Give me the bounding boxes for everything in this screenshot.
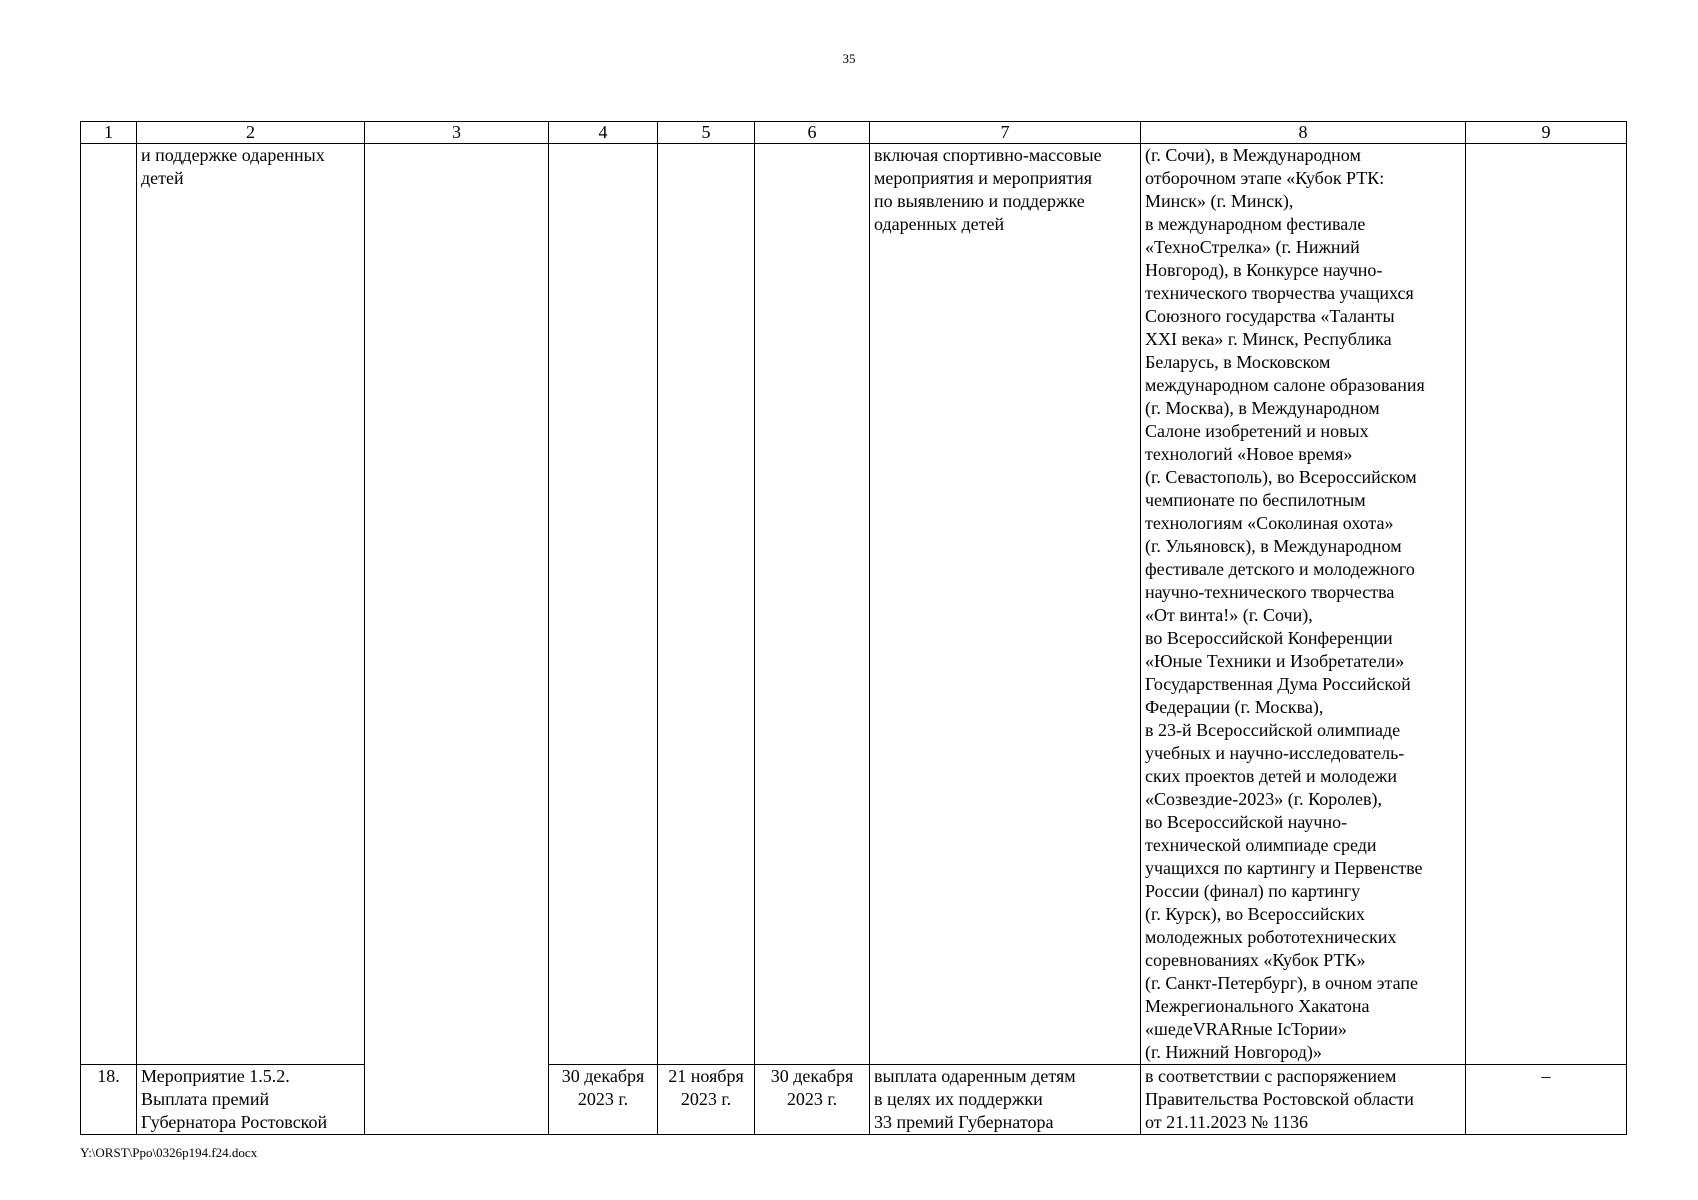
- column-number-3: 3: [365, 122, 549, 144]
- cell-number: 18.: [81, 1065, 137, 1135]
- column-number-4: 4: [549, 122, 658, 144]
- column-number-2: 2: [137, 122, 365, 144]
- cell-planned-result: выплата одаренным детям в целях их поддержки 33 премий Губернатора: [870, 1065, 1141, 1135]
- column-number-7: 7: [870, 122, 1141, 144]
- table-row-continued: [81, 144, 1627, 1065]
- cell-event-name: и поддержке одаренных детей: [137, 144, 365, 1065]
- cell-date-actual: 21 ноября 2023 г.: [658, 1065, 755, 1135]
- cell-responsible: [365, 144, 549, 1135]
- column-number-row: [81, 122, 1627, 144]
- cell-deviation: [1466, 144, 1627, 1065]
- column-number-5: 5: [658, 122, 755, 144]
- column-number-9: 9: [1466, 122, 1627, 144]
- page-number: 35: [842, 51, 856, 66]
- cell-date-actual: [658, 144, 755, 1065]
- cell-actual-result: в соответствии с распоряжением Правительства Ростовской области от 21.11.2023 № 1136: [1141, 1065, 1466, 1135]
- cell-date-end: [755, 144, 870, 1065]
- cell-date-planned: 30 декабря 2023 г.: [549, 1065, 658, 1135]
- table-row-18: [81, 1065, 1627, 1135]
- column-number-8: 8: [1141, 122, 1466, 144]
- column-number-6: 6: [755, 122, 870, 144]
- cell-deviation: –: [1466, 1065, 1627, 1135]
- cell-actual-result: (г. Сочи), в Международном отборочном этапе «Кубок РТК: Минск» (г. Минск), в международном фестивале «ТехноСтрелка» (г. Нижний Новгород), в Конкурсе научно- технического творчества учащихся Союзного государства «Таланты XXI века» г. Минск, Республика Беларусь, в Московском международном салоне образования (г. Москва), в Международном Салоне изобретений и новых технологий «Новое время» (г. Севастополь), во Всероссийском чемпионате по беспилотным технологиям «Соколиная охота» (г. Ульяновск), в Международном фестивале детского и молодежного научно-технического творчества «От винта!» (г. Сочи), во Всероссийской Конференции «Юные Техники и Изобретатели» Государственная Дума Российской Федерации (г. Москва), в 23-й Всероссийской олимпиаде учебных и научно-исследователь- ских проектов детей и молодежи «Созвездие-2023» (г. Королев), во Всероссийской научно- технической олимпиаде среди учащихся по картингу и Первенстве России (финал) по картингу (г. Курск), во Всероссийских молодежных робототехнических соревнованиях «Кубок РТК» (г. Санкт-Петербург), в очном этапе Межрегионального Хакатона «шедеVRARные IcТории» (г. Нижний Новгород)»: [1141, 144, 1466, 1065]
- file-path: Y:\ORST\Ppo\0326p194.f24.docx: [80, 1145, 258, 1160]
- cell-planned-result: включая спортивно-массовые мероприятия и мероприятия по выявлению и поддержке одаренных детей: [870, 144, 1141, 1065]
- cell-date-end: 30 декабря 2023 г.: [755, 1065, 870, 1135]
- column-number-1: 1: [81, 122, 137, 144]
- cell-event-name: Мероприятие 1.5.2. Выплата премий Губернатора Ростовской: [137, 1065, 365, 1135]
- document-table: [80, 121, 1627, 1135]
- cell-date-planned: [549, 144, 658, 1065]
- cell-number: [81, 144, 137, 1065]
